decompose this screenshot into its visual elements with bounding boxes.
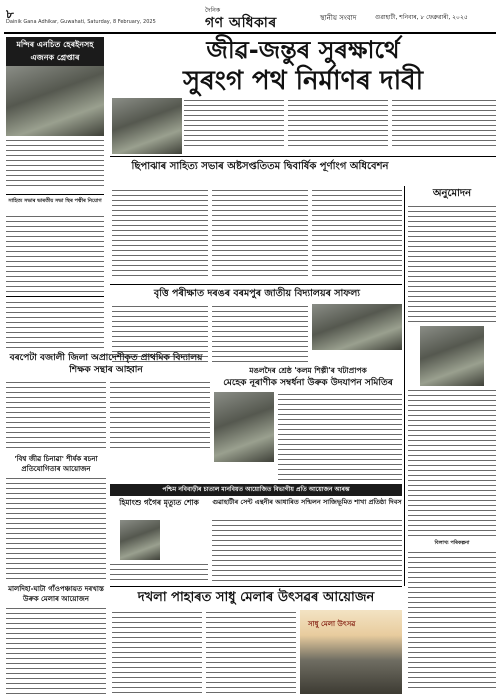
uttar-head: গুৱাহাটীৰ সেন্ট এন্থনীৰ আধাৰিত সন্মিলন সাজিভূমিত শাখা প্ৰতিষ্ঠা দিবস <box>212 498 402 506</box>
himanta-head: হিমাংশু গগৈৰ মৃত্যুত শোক <box>119 498 199 507</box>
animal-story-text-3 <box>392 98 496 150</box>
maladi-text <box>6 606 106 694</box>
biswa-text <box>6 476 106 580</box>
logo-tagline: দৈনিক <box>205 7 221 14</box>
chhipajhar-text-3 <box>312 188 402 280</box>
baksa-text-1 <box>6 380 106 450</box>
section-label: স্থানীয় সংবাদ <box>320 14 357 22</box>
mongoldoi-head: মঙলদৈৰ শ্ৰেষ্ঠ 'কলম শিল্পী'ৰ খটাপ্ৰাপক <box>249 366 367 375</box>
dakhala-photo <box>300 610 402 694</box>
right-column-text <box>408 388 496 538</box>
logo-name: গণ অধিকাৰ <box>205 15 277 31</box>
mekhela-head: মেহেক নূৰাণীক সম্বৰ্ধনা উৰুক উদযাপন সমিতিৰ <box>223 378 393 388</box>
left-box-headline: মন্দিৰ এনচিত হেৰইনসহ এজনক গ্ৰেপ্তাৰ <box>6 37 104 66</box>
sahitya-sabha-head: সাহিত্য সভাৰ ভাৰতীয় সভা স্থিৰ পত্নীৰ নিয়োগ <box>8 198 102 204</box>
himanta-text <box>110 562 208 584</box>
main-headline-line1: জীৱ-জন্তুৰ সুৰক্ষাৰ্থে <box>206 36 400 64</box>
maladi-head: মালদিহা-ঘাটা গাঁওপঞ্চায়ত দৰখাস্ত উৰুক মেলাৰ আয়োজন <box>8 585 104 603</box>
bilakhya-head: বিলাখ্য পৰিকল্পনা <box>434 540 470 546</box>
dakhala-head: দখলা পাহাৰত সাধু মেলাৰ উৎসৱৰ আয়োজন <box>137 590 375 605</box>
right-column-photo <box>420 326 484 386</box>
mekhela-photo <box>214 392 274 462</box>
arrest-story-text <box>6 138 104 190</box>
bilakhya-text <box>408 550 496 690</box>
chhipajhar-text-1 <box>112 188 208 280</box>
baksa-head: বৰপেটা বজালী জিলা অপ্ৰাদেশীকৃত প্ৰাথমিক বিদ্যালয় শিক্ষক সন্থাৰ আহ্বান <box>9 353 203 375</box>
anumodan-head: অনুমোদন <box>432 188 472 199</box>
dakhala-text-2 <box>206 610 296 694</box>
anumodan-text <box>408 204 496 324</box>
sahitya-sabha-text <box>6 214 104 292</box>
vritti-text-2 <box>212 304 308 364</box>
vritti-photo <box>312 304 402 350</box>
left-story-text <box>6 300 104 350</box>
uttar-text <box>212 518 402 582</box>
baksa-text-2 <box>110 380 210 450</box>
main-headline-line2: সুৰংগ পথ নিৰ্মাণৰ দাবী <box>182 66 424 96</box>
animal-story-text-1 <box>184 98 284 150</box>
vritti-head: বৃত্তি পৰীক্ষাত দৰঙৰ বৰমপুৰ জাতীয় বিদ্যালয়ৰ সাফল্য <box>153 288 361 299</box>
animal-story-text-2 <box>288 98 388 150</box>
biswa-head: 'বিশ্ব জীৱ চিনাৱা' শীৰ্ষক ৰচনা প্ৰতিযোগিতাৰ আয়োজন <box>14 455 98 473</box>
edition-line: Dainik Gana Adhikar, Guwahati, Saturday, 8 February, 2025 <box>6 19 156 25</box>
arrest-photo <box>6 66 104 136</box>
himanta-photo <box>120 520 160 560</box>
page-number: ৮ <box>6 7 14 21</box>
newspaper-logo <box>205 5 315 31</box>
header-date: গুৱাহাটী, শনিবাৰ, ৮ ফেব্ৰুৱাৰী, ২০২৫ <box>375 14 468 21</box>
chhipajhar-text-2 <box>212 188 308 280</box>
animal-story-photo <box>112 98 182 154</box>
masthead-rule <box>4 32 496 34</box>
paschim-banner: পশ্চিম নবিবাড়ীৰ চাতাল মানবিয়ত আয়োজিত বিভাগীয় প্ৰতি আয়োজন আৰম্ভ <box>110 484 402 496</box>
mekhela-text <box>278 392 402 480</box>
chhipajhar-head: ছিপাঝাৰ সাহিত্য সভাৰ অষ্টসপ্ততিতম দ্বিবাৰ্ষিক পূৰ্ণাংগ অধিবেশন <box>131 161 389 172</box>
banner-sign: সাধু মেলা উৎসৱ <box>308 620 356 628</box>
dakhala-text-1 <box>112 610 202 694</box>
